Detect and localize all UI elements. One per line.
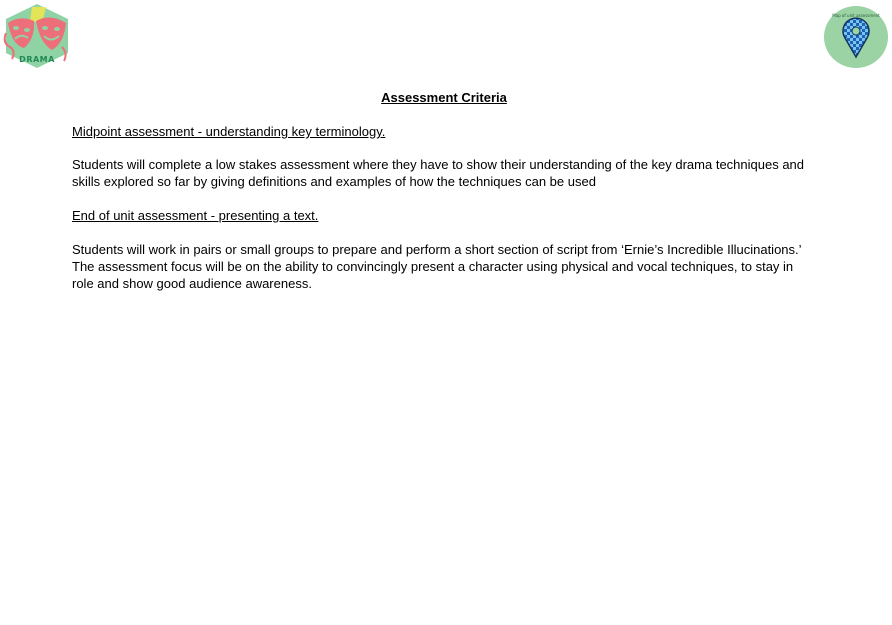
drama-logo	[2, 3, 72, 69]
drama-logo-text: DRAMA	[19, 55, 55, 64]
section-heading-end-of-unit: End of unit assessment - presenting a text.	[72, 208, 319, 223]
assessment-map-badge	[823, 5, 889, 69]
section-body-end-of-unit: Students will work in pairs or small groups to prepare and perform a short section of script from ‘Ernie’s Incredible Illucinations.’ The assessment focus will be on the ability to convincingly present a character using physical and vocal techniques, to stay in role and show good audience awareness.	[72, 242, 802, 291]
section-body-midpoint: Students will complete a low stakes assessment where they have to show their understanding of the key drama techniques and skills explored so far by giving definitions and examples of how the techniques can be used	[72, 157, 805, 189]
section-heading-midpoint: Midpoint assessment - understanding key terminology.	[72, 124, 386, 139]
page-title: Assessment Criteria	[381, 90, 507, 105]
badge-caption: Map of unit assessment	[832, 13, 880, 18]
